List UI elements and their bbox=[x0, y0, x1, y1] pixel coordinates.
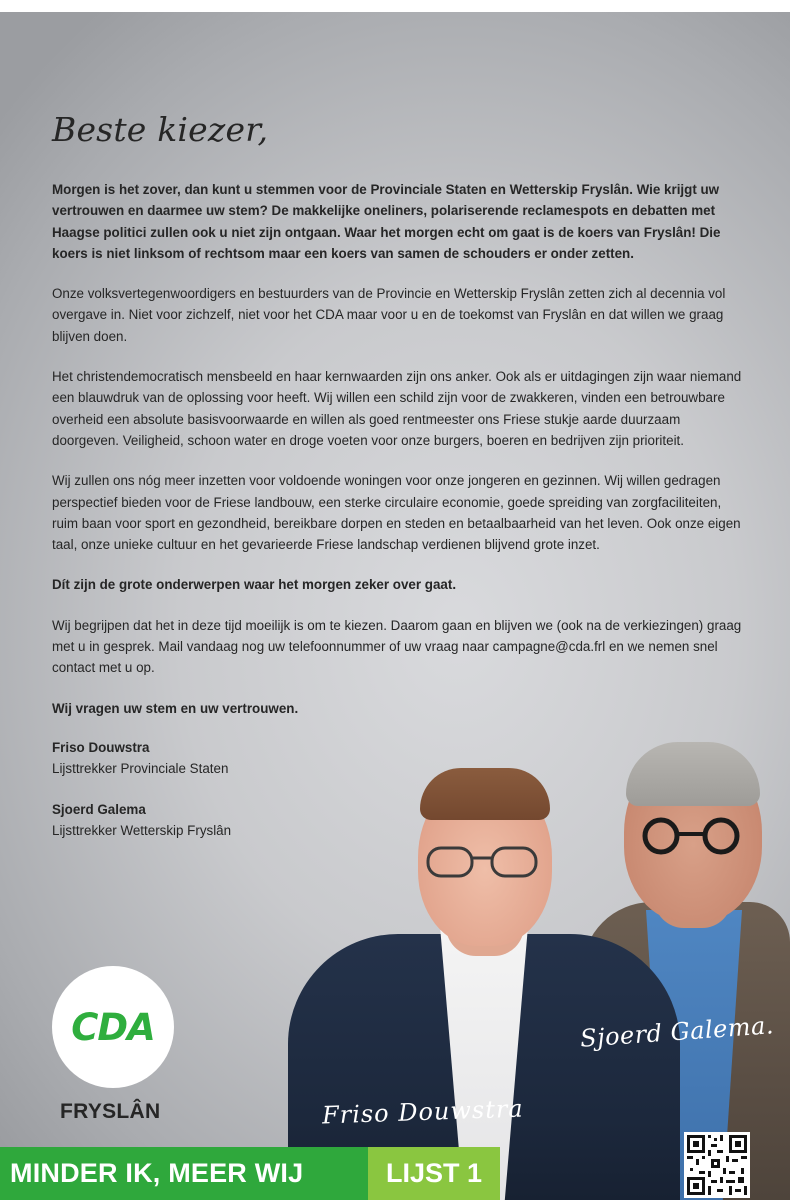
slogan-text: MINDER IK, MEER WIJ bbox=[10, 1158, 304, 1188]
list-banner bbox=[368, 1147, 500, 1200]
signatory-role: Lijsttrekker Wetterskip Fryslân bbox=[52, 822, 232, 838]
sjoerd-glasses-icon bbox=[633, 816, 749, 856]
signatory-name: Friso Douwstra bbox=[52, 739, 150, 755]
friso-hair bbox=[420, 768, 550, 820]
friso-glasses-icon bbox=[422, 842, 542, 880]
campaign-poster bbox=[0, 12, 790, 1200]
salutation: Beste kiezer, bbox=[52, 110, 269, 149]
cda-logo bbox=[52, 966, 174, 1088]
paragraph-values: Het christendemocratisch mensbeeld en haar kernwaarden zijn ons anker. Ook als er uitdagingen zijn waar niemand een blauwdruk van de oplossing voor heeft. Wij willen een schild zijn voor de zwakkeren, vinden een betrouwbare overheid een absolute basisvoorwaarde en willen als goed rentmeester ons Friese stukje aarde duurzaam doorgeven. Veiligheid, schoon water en droge voeten voor onze burgers, boeren en bedrijven zijn prioriteit. bbox=[52, 369, 742, 448]
signatory-role: Lijsttrekker Provinciale Staten bbox=[52, 760, 229, 776]
intro-paragraph: Morgen is het zover, dan kunt u stemmen voor de Provinciale Staten en Wetterskip Fryslân. Wie krijgt uw vertrouwen en daarmee uw stem? De makkelijke oneliners, polariserende reclamespots en debatten met Haagse politici zullen ook u niet zijn ontgaan. Waar het morgen echt om gaat is de koers van Fryslân! Die koers is niet linksom of rechtsom maar een koers van samen de schouders er onder zetten. bbox=[52, 182, 721, 261]
slogan-banner bbox=[0, 1147, 368, 1200]
paragraph-priorities: Wij zullen ons nóg meer inzetten voor voldoende woningen voor onze jongeren en gezinnen. Wij willen gedragen perspectief bieden voor de Friese landbouw, een sterke circulaire economie, goede spreiding van zorgfaciliteiten, ruim baan voor sport en gezondheid, bereikbare dorpen en steden en betaalbaarheid van het leven. Ook onze eigen taal, onze unieke cultuur en het gevarieerde Friese landschap verdienen blijvend grote inzet. bbox=[52, 473, 741, 553]
region-label: FRYSLÂN bbox=[60, 1100, 161, 1123]
sjoerd-autograph: Sjoerd Galema. bbox=[579, 1011, 775, 1053]
paragraph-contact: Wij begrijpen dat het in deze tijd moeilijk is om te kiezen. Daarom gaan en blijven we (ook na de verkiezingen) graag met u in gesprek. Mail vandaag nog uw telefoonnummer of uw vraag naar campagne@cda.frl en we nemen snel contact met u op. bbox=[52, 617, 742, 676]
friso-autograph: Friso Douwstra bbox=[321, 1094, 525, 1130]
list-number: LIJST 1 bbox=[385, 1158, 483, 1188]
qr-code-icon[interactable] bbox=[684, 1132, 750, 1198]
paragraph-topics: Dít zijn de grote onderwerpen waar het morgen zeker over gaat. bbox=[52, 577, 457, 593]
signatory-name: Sjoerd Galema bbox=[52, 801, 146, 817]
logo-text: CDA bbox=[71, 1005, 155, 1049]
paragraph-request: Wij vragen uw stem en uw vertrouwen. bbox=[52, 700, 299, 716]
paragraph-representatives: Onze volksvertegenwoordigers en bestuurders van de Provincie en Wetterskip Fryslân zetten zich al decennia vol overgave in. Niet voor zichzelf, niet voor het CDA maar voor u en de toekomst van Fryslân en dat willen we graag blijven doen. bbox=[52, 286, 726, 344]
qr-code-graphic bbox=[684, 1132, 750, 1198]
